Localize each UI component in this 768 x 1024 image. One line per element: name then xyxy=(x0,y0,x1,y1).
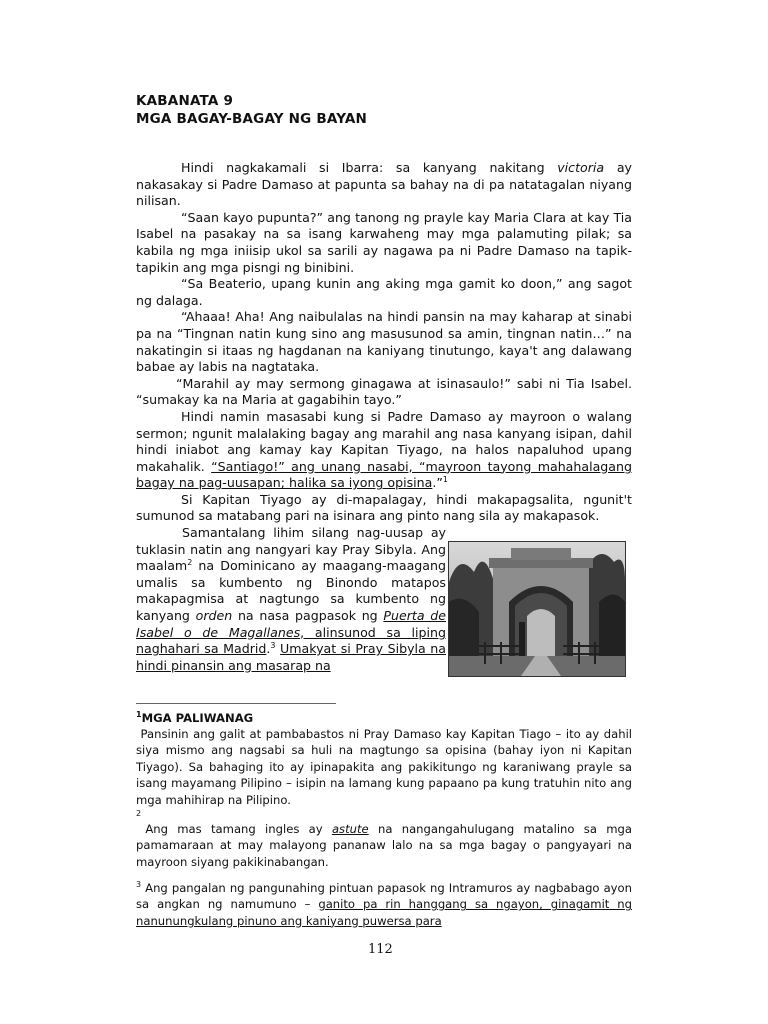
footnote-2: Ang mas tamang ingles ay astute na nangangahulugang matalino sa mga pamamaraan at may malayong pananaw lalo na sa mga bagay o pangyayari na mayroon siyang pakikinabangan. xyxy=(136,822,632,869)
paragraph-3: “Sa Beaterio, upang kunin ang aking mga gamit ko doon,” ang sagot ng dalaga. xyxy=(136,276,632,308)
italic-puerta: Puerta de Isabel o de Magallanes xyxy=(136,608,446,640)
footnote-heading: $^1$MGA PALIWANAG xyxy=(136,710,254,725)
italic-astute: astute xyxy=(331,822,369,836)
paragraph-1: Hindi nagkakamali si Ibarra: sa kanyang nakitang victoria ay nakasakay si Padre Damaso at papunta sa bahay na di pa natatagalan niyang nilisan. xyxy=(136,160,632,209)
footnote-divider xyxy=(136,703,336,704)
underlined-footnote-3: ganito pa rin hanggang sa ngayon, ginagamit ng nanunungkulang pinuno ang kaniyang puwersa para xyxy=(136,897,632,928)
footnote-ref-1[interactable]: 1 xyxy=(442,475,449,485)
paragraph-5: “Marahil ay may sermong ginagawa at isinasaulo!” sabi ni Tia Isabel. “sumakay ka na Maria at gagabihin tayo.” xyxy=(136,375,632,408)
puerta-gate-photo xyxy=(448,541,626,677)
italic-orden: orden xyxy=(195,608,233,624)
footnote-2-marker: 2 xyxy=(136,809,142,818)
page-number: 112 xyxy=(368,942,393,957)
chapter-number: KABANATA 9 xyxy=(136,93,234,109)
paragraph-4: “Ahaaa! Aha! Ang naibulalas na hindi pansin na may kaharap at sinabi pa na “Tingnan natin kung sino ang masusunod sa amin, tingnan natin…” na nakatingin si itaas ng hagdanan na kaniyang tinutungo, kaya't ang dalawang babae ay labis na nagtataka. xyxy=(136,309,632,375)
gate-photo-image xyxy=(449,542,625,676)
body-clip xyxy=(136,692,636,712)
italic-victoria: victoria xyxy=(557,160,605,175)
underlined-madrid: , alinsunod sa liping naghahari sa Madrid xyxy=(136,624,446,657)
paragraph-8: Samantalang lihim silang nag-uusap ay tuklasin natin ang nangyari kay Pray Sibyla. Ang maalam$^2$ na Dominicano ay maagang-maagang umalis sa kumbento ng Binondo matapos makapagmisa at nagtungo sa kumbento ng kanyang orden na nasa pagpasok ng Puerta de Isabel o de Magallanes, alinsunod sa liping naghahari sa Madrid.$^3$ Umakyat si Pray Sibyla na hindi pinansin ang masarap na xyxy=(136,525,446,673)
footnote-ref-3[interactable]: 3 xyxy=(270,641,276,651)
footnote-1: Pansinin ang galit at pambabastos ni Pray Damaso kay Kapitan Tiago – ito ay dahil siya mismo ang nagsabi sa huli na magtungo sa opisina (bahay iyon ni Kapitan Tiyago). Sa bahaging ito ay ipinapakita ang pakikitungo ng karaniwang prayle sa isang mayamang Pilipino – isipin na lamang kung papaano pa kung tratuhin nito ang mga mahihirap na Pilipino. xyxy=(136,727,633,807)
underlined-continuation: Umakyat si Pray Sibyla na hindi pinansin ang masarap na xyxy=(136,641,446,673)
paragraph-2: “Saan kayo pupunta?” ang tanong ng prayle kay Maria Clara at kay Tia Isabel na pasakay na sa isang karwaheng may mga palamuting pilak; sa kabila ng mga iniisip ukol sa sarili ay nagawa pa ni Padre Damaso na tapik-tapikin ang mga pisngi ng binibini. xyxy=(136,209,632,275)
footnote-3: $^3$ Ang pangalan ng pangunahing pintuan papasok ng Intramuros ay nagbabago ayon sa angkan ng namumuno – ganito pa rin hanggang sa ngayon, ginagamit ng nanunungkulang pinuno ang kaniyang puwersa para xyxy=(136,880,632,928)
footnote-ref-2[interactable]: 2 xyxy=(187,558,193,568)
chapter-title: MGA BAGAY-BAGAY NG BAYAN xyxy=(136,111,368,127)
underlined-quote: “Santiago!” ang unang nasabi, “mayroon tayong mahahalagang bagay na pag-uusapan; halika sa iyong opisina xyxy=(136,458,632,491)
paragraph-6: Hindi namin masasabi kung si Padre Damaso ay mayroon o walang sermon; ngunit malalaking bagay ang marahil ang nasa kanyang isipan, dahil hindi iniabot ang kamay kay Kapitan Tiyago, na halos napaluhod upang makahalik. “Santiago!” ang unang nasabi, “mayroon tayong mahahalagang bagay na pag-uusapan; halika sa iyong opisina.”$^1$ xyxy=(136,408,632,491)
paragraph-7: Si Kapitan Tiyago ay di-mapalagay, hindi makapagsalita, ngunit't sumunod sa matabang pari na isinara ang pinto nang sila ay makapasok. xyxy=(136,491,632,524)
